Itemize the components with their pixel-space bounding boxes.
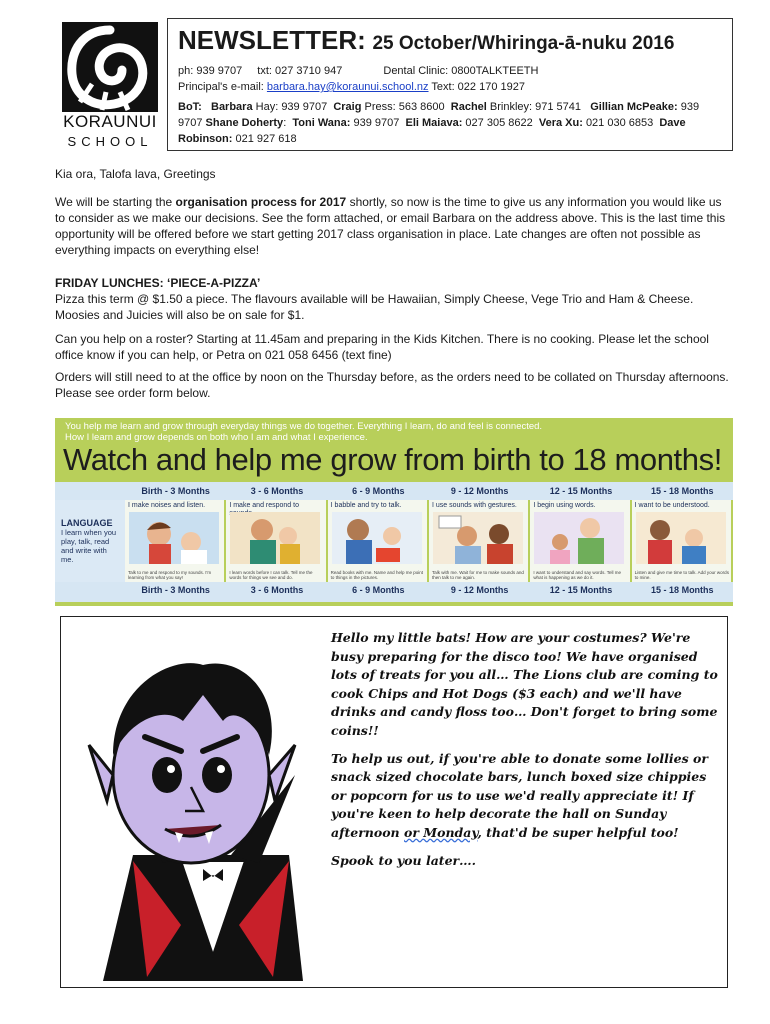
- bot-member-name: Eli Maiava:: [405, 117, 463, 129]
- disco-message: [331, 629, 721, 879]
- gesture-illustration-icon: [433, 512, 523, 564]
- bot-label: BoT:: [178, 101, 202, 113]
- first-words-illustration-icon: [534, 512, 624, 564]
- age-label: 15 - 18 Months: [651, 585, 714, 595]
- age-label: 6 - 9 Months: [352, 486, 405, 496]
- poster-panel: [632, 500, 731, 582]
- bot-member-name: Vera Xu:: [538, 117, 583, 129]
- age-row-top: [125, 484, 733, 498]
- understood-illustration-icon: [636, 512, 726, 564]
- disco-paragraph: Hello my little bats! How are your costumes? We're busy preparing for the disco too! We have organised lots of treats for you all… The Lions club are coming to cook Chips and Hot Dogs ($3 each) and we'll have drinks and candy floss too… Don't forget to bring some coins!!: [331, 630, 718, 738]
- principal-email-link[interactable]: barbara.hay@koraunui.school.nz: [266, 81, 429, 93]
- bot-member-name: Gillian McPeake:: [590, 101, 678, 113]
- poster-subtitle-line: You help me learn and grow through everyday things we do together. Everything I learn, do and feel is connected.: [65, 421, 543, 432]
- title-date: 25 October/Whiringa-ā-nuku 2016: [372, 33, 675, 54]
- bot-member-name: Craig: [333, 101, 362, 113]
- poster-panels: [125, 500, 733, 582]
- growth-poster: [55, 418, 733, 606]
- poster-panel: [125, 500, 224, 582]
- bot-member-detail: 939 9707: [178, 101, 700, 129]
- school-logo: [58, 22, 162, 150]
- donate-text: , that'd be super helpful too!: [477, 824, 679, 840]
- age-label: 3 - 6 Months: [250, 585, 304, 595]
- panel-footnote: I want to understand and say words. Tell me what is happening as we do it.: [533, 570, 622, 580]
- reading-illustration-icon: [332, 512, 422, 564]
- parent-child-illustration-icon: [230, 512, 320, 564]
- age-label: 9 - 12 Months: [450, 585, 509, 595]
- school-phone: ph: 939 9707: [178, 65, 243, 77]
- lunch-heading: FRIDAY LUNCHES: ‘PIECE-A-PIZZA’: [55, 276, 261, 290]
- poster-panel: [530, 500, 629, 582]
- age-label: 12 - 15 Months: [549, 486, 613, 496]
- panel-footnote: Talk to me and respond to my sounds. I'm learning from what you say!: [128, 570, 212, 580]
- panel-caption: I begin using words.: [533, 502, 596, 509]
- email-line: [178, 79, 722, 95]
- para-text: We will be starting the: [55, 195, 176, 209]
- dracula-cartoon-icon: [63, 625, 325, 985]
- spellcheck-underlined-text: or Monday: [404, 824, 478, 840]
- bot-member-detail: 027 305 8622: [465, 117, 533, 129]
- donate-text: To help us out, if you're able to donate some lollies or snack sized chocolate bars, lunch boxed size chippies or popcorn for us to use we'd really appreciate it! If you're keen to help decorate the hall on Sunday afternoon: [331, 750, 708, 840]
- panel-caption: I use sounds with gestures.: [431, 502, 517, 509]
- school-label: SCHOOL: [67, 134, 153, 149]
- language-box: [55, 500, 125, 582]
- panel-caption: I make noises and listen.: [128, 502, 206, 509]
- email-label: Principal's e-mail:: [178, 81, 264, 93]
- disco-paragraph-donate: [331, 750, 721, 843]
- disco-signoff: Spook to you later….: [331, 852, 476, 868]
- bot-member-detail: :: [283, 117, 287, 129]
- age-label: 3 - 6 Months: [250, 486, 304, 496]
- panel-footnote: Read books with me. Name and help me point to things in the pictures.: [330, 570, 423, 580]
- para-bold: organisation process for 2017: [175, 195, 347, 209]
- disco-notice: [60, 616, 728, 988]
- age-label: Birth - 3 Months: [141, 486, 210, 496]
- poster-panel: [328, 500, 427, 582]
- bot-member-detail: Brinkley: 971 5741: [489, 101, 582, 113]
- baby-illustration-icon: [129, 512, 219, 564]
- age-label: 9 - 12 Months: [450, 486, 509, 496]
- organisation-paragraph: [55, 194, 730, 258]
- bot-member-detail: 021 030 6853: [585, 117, 654, 129]
- bot-member-detail: Hay: 939 9707: [255, 101, 328, 113]
- age-label: 12 - 15 Months: [549, 585, 613, 595]
- contact-line: [178, 63, 722, 79]
- poster-panel: [429, 500, 528, 582]
- panel-footnote: Listen and give me time to talk. Add your words to mine.: [634, 570, 729, 580]
- age-label: Birth - 3 Months: [141, 585, 210, 595]
- principal-text: Text: 022 170 1927: [431, 81, 525, 93]
- newsletter-header: [167, 18, 733, 151]
- panel-caption: I want to be understood.: [634, 502, 710, 509]
- panel-caption: I babble and try to talk.: [330, 502, 402, 509]
- school-txt: txt: 027 3710 947: [257, 65, 343, 77]
- bot-member-detail: Press: 563 8600: [364, 101, 445, 113]
- orders-paragraph: Orders will still need to at the office by noon on the Thursday before, as the orders need to be collated on Thursday afternoons. Please see order form below.: [55, 370, 729, 400]
- roster-paragraph: Can you help on a roster? Starting at 11.45am and preparing in the Kids Kitchen. There is no cooking. Please let the school office know if you can help, or Petra on 021 058 6456 (text fine): [55, 332, 709, 362]
- greeting: Kia ora, Talofa lava, Greetings: [55, 167, 216, 181]
- bot-members: [178, 99, 722, 147]
- bot-member-detail: 939 9707: [353, 117, 400, 129]
- bot-member-name: Barbara: [211, 101, 253, 113]
- language-title: LANGUAGE: [61, 518, 113, 528]
- poster-title: Watch and help me grow from birth to 18 months!: [63, 442, 722, 477]
- age-row-bottom: [125, 583, 733, 597]
- lunch-details: Pizza this term @ $1.50 a piece. The flavours available will be Hawaiian, Simply Cheese, Vege Trio and Ham & Cheese. Moosies and Juicies will also be on sale for $1.: [55, 292, 694, 322]
- school-name: KORAUNUI: [63, 112, 157, 131]
- panel-caption: I make and respond to: [229, 502, 299, 509]
- dental-clinic: Dental Clinic: 0800TALKTEETH: [383, 65, 539, 77]
- panel-footnote: Talk with me. Wait for me to make sounds and then talk to me again.: [431, 570, 524, 580]
- para-text: shortly, so now is the time to give us any information you would like us to consider as we make our decisions. See the form attached, or email Barbara on the address above. This is the last time this opportunity will be offered before we start getting 2017 class organisation in place. Late changes are often not possible as everything impacts on everything else!: [55, 195, 726, 257]
- bot-member-name: Rachel: [450, 101, 487, 113]
- bot-member-name: Shane Doherty: [205, 117, 284, 129]
- poster-panel: [226, 500, 325, 582]
- bot-member-detail: 021 927 618: [235, 133, 297, 145]
- age-label: 6 - 9 Months: [352, 585, 405, 595]
- newsletter-title: [178, 25, 722, 59]
- title-word: NEWSLETTER:: [178, 25, 366, 55]
- koru-logo-icon: [62, 22, 158, 112]
- age-label: 15 - 18 Months: [651, 486, 714, 496]
- poster-subtitle: [65, 421, 542, 443]
- panel-footnote: I learn words before I can talk. Tell me the words for things we see and do.: [229, 570, 313, 580]
- bot-member-name: Dave Robinson:: [178, 117, 686, 145]
- poster-subtitle-line: How I learn and grow depends on both who I am and what I experience.: [65, 432, 368, 443]
- language-description: I learn when you play, talk, read and write with me.: [61, 528, 117, 564]
- bot-member-name: Toni Wana:: [292, 117, 351, 129]
